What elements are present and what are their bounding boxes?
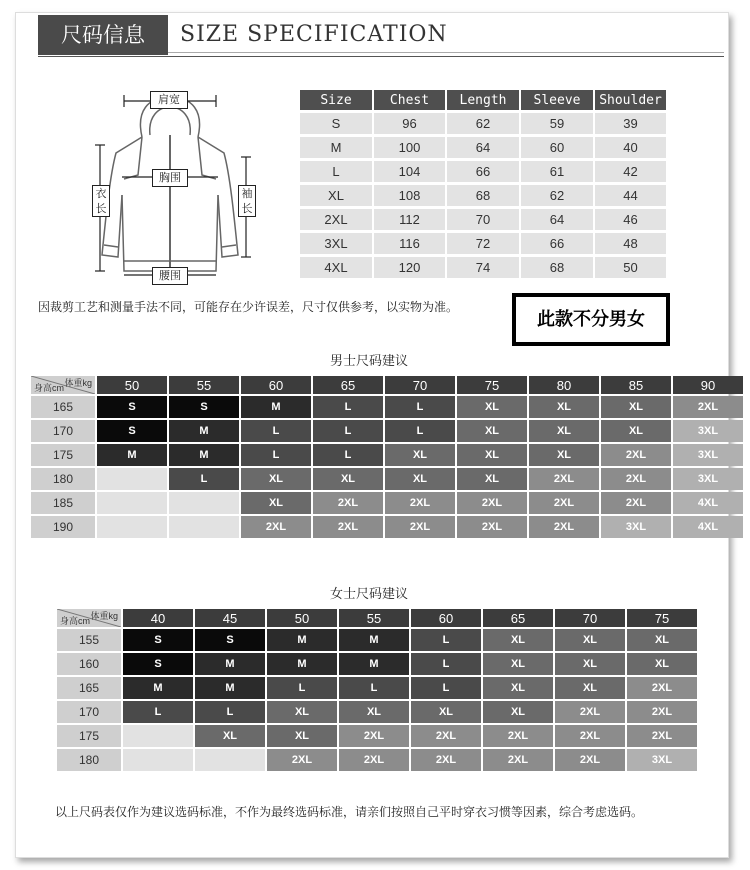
size-cell: 3XL <box>601 516 671 538</box>
spec-cell: 70 <box>447 209 519 230</box>
spec-cell: S <box>300 113 372 134</box>
spec-cell: 68 <box>447 185 519 206</box>
spec-header-chest: Chest <box>374 90 445 110</box>
spec-cell: L <box>300 161 372 182</box>
grid-weight-row <box>57 609 697 627</box>
size-cell: S <box>97 396 167 418</box>
spec-header-shoulder: Shoulder <box>595 90 666 110</box>
size-cell: 2XL <box>627 725 697 747</box>
size-cell: XL <box>339 701 409 723</box>
spec-cell: 64 <box>521 209 593 230</box>
weight-header: 65 <box>483 609 553 627</box>
size-cell: XL <box>385 468 455 490</box>
spec-cell: 72 <box>447 233 519 254</box>
size-cell: XL <box>529 444 599 466</box>
spec-row <box>300 185 666 206</box>
size-cell: L <box>123 701 193 723</box>
size-cell: S <box>195 629 265 651</box>
grid-weight-row <box>31 376 743 394</box>
size-cell: 2XL <box>313 516 383 538</box>
size-cell: M <box>339 629 409 651</box>
spec-row <box>300 257 666 278</box>
size-cell: L <box>411 677 481 699</box>
weight-header: 60 <box>411 609 481 627</box>
size-cell: 3XL <box>627 749 697 771</box>
height-label: 175 <box>31 444 95 466</box>
size-cell: 2XL <box>601 468 671 490</box>
spec-header-row <box>300 90 666 110</box>
size-cell: XL <box>483 677 553 699</box>
height-label: 170 <box>31 420 95 442</box>
size-cell: XL <box>195 725 265 747</box>
size-cell: M <box>123 677 193 699</box>
size-cell <box>123 749 193 771</box>
size-cell: 2XL <box>555 725 625 747</box>
size-cell <box>195 749 265 771</box>
grid-row <box>31 468 743 490</box>
size-cell: L <box>385 420 455 442</box>
unisex-badge: 此款不分男女 <box>512 293 670 346</box>
spec-cell: 68 <box>521 257 593 278</box>
spec-row <box>300 113 666 134</box>
spec-row <box>300 209 666 230</box>
label-shoulder: 肩宽 <box>150 91 188 109</box>
spec-cell: 48 <box>595 233 666 254</box>
size-cell: XL <box>483 701 553 723</box>
size-cell: 4XL <box>673 516 743 538</box>
weight-header: 55 <box>169 376 239 394</box>
corner-weight-label: 体重kg <box>64 378 92 388</box>
size-cell: XL <box>601 396 671 418</box>
spec-cell: 50 <box>595 257 666 278</box>
size-cell: 2XL <box>411 749 481 771</box>
spec-cell: 62 <box>447 113 519 134</box>
size-cell: 2XL <box>313 492 383 514</box>
size-cell: L <box>267 677 337 699</box>
size-cell: XL <box>385 444 455 466</box>
size-cell: L <box>313 420 383 442</box>
size-cell: 2XL <box>555 701 625 723</box>
spec-row <box>300 233 666 254</box>
size-cell: 2XL <box>627 677 697 699</box>
weight-header: 70 <box>385 376 455 394</box>
spec-cell: XL <box>300 185 372 206</box>
spec-row <box>300 137 666 158</box>
size-cell: XL <box>601 420 671 442</box>
size-cell: 2XL <box>529 492 599 514</box>
size-cell: L <box>313 396 383 418</box>
corner-height-label: 身高cm <box>60 616 90 626</box>
height-label: 185 <box>31 492 95 514</box>
grid-row <box>57 629 697 651</box>
jacket-diagram <box>70 85 270 289</box>
size-cell <box>123 725 193 747</box>
size-cell: M <box>267 653 337 675</box>
spec-cell: 59 <box>521 113 593 134</box>
weight-header: 75 <box>627 609 697 627</box>
size-cell: XL <box>267 701 337 723</box>
size-cell: M <box>267 629 337 651</box>
header-divider <box>38 56 724 57</box>
size-cell: M <box>339 653 409 675</box>
height-label: 165 <box>57 677 121 699</box>
height-label: 190 <box>31 516 95 538</box>
weight-header: 75 <box>457 376 527 394</box>
size-cell: L <box>339 677 409 699</box>
weight-header: 55 <box>339 609 409 627</box>
size-cell: 2XL <box>673 396 743 418</box>
grid-row <box>31 492 743 514</box>
size-cell: XL <box>483 629 553 651</box>
size-cell: 3XL <box>673 420 743 442</box>
spec-cell: 62 <box>521 185 593 206</box>
size-cell: XL <box>555 629 625 651</box>
spec-header-size: Size <box>300 90 372 110</box>
grid-row <box>57 701 697 723</box>
weight-header: 65 <box>313 376 383 394</box>
weight-header: 80 <box>529 376 599 394</box>
weight-header: 60 <box>241 376 311 394</box>
size-cell: M <box>195 653 265 675</box>
size-cell: S <box>123 629 193 651</box>
spec-row <box>300 161 666 182</box>
label-chest: 胸围 <box>152 169 188 187</box>
size-cell: 2XL <box>385 516 455 538</box>
spec-cell: 39 <box>595 113 666 134</box>
corner-weight-label: 体重kg <box>90 611 118 621</box>
size-cell: L <box>195 701 265 723</box>
section-tab: 尺码信息 <box>38 15 168 55</box>
weight-header: 50 <box>97 376 167 394</box>
spec-cell: 61 <box>521 161 593 182</box>
height-label: 180 <box>31 468 95 490</box>
corner-height-label: 身高cm <box>34 383 64 393</box>
grid-row <box>31 516 743 538</box>
spec-cell: 4XL <box>300 257 372 278</box>
size-cell: M <box>241 396 311 418</box>
size-cell: L <box>169 468 239 490</box>
size-cell: XL <box>411 701 481 723</box>
size-cell: 2XL <box>339 725 409 747</box>
grid-row <box>57 725 697 747</box>
size-cell: 2XL <box>529 468 599 490</box>
size-cell: XL <box>241 492 311 514</box>
spec-cell: 120 <box>374 257 445 278</box>
size-cell: XL <box>457 444 527 466</box>
grid-row <box>31 444 743 466</box>
spec-cell: 96 <box>374 113 445 134</box>
size-cell: 2XL <box>457 492 527 514</box>
spec-cell: 42 <box>595 161 666 182</box>
spec-cell: 116 <box>374 233 445 254</box>
size-cell: XL <box>457 420 527 442</box>
size-cell: XL <box>457 396 527 418</box>
men-size-grid <box>29 374 745 540</box>
weight-header: 45 <box>195 609 265 627</box>
height-label: 165 <box>31 396 95 418</box>
size-cell: 3XL <box>673 444 743 466</box>
size-cell: S <box>123 653 193 675</box>
grid-row <box>57 677 697 699</box>
height-label: 175 <box>57 725 121 747</box>
size-cell <box>97 516 167 538</box>
weight-header: 40 <box>123 609 193 627</box>
grid-row <box>31 396 743 418</box>
label-sleeve: 袖长 <box>238 185 256 217</box>
spec-cell: 64 <box>447 137 519 158</box>
size-cell: 2XL <box>555 749 625 771</box>
grid-row <box>31 420 743 442</box>
size-cell: L <box>241 420 311 442</box>
size-cell: XL <box>555 653 625 675</box>
size-cell: 2XL <box>529 516 599 538</box>
size-cell: L <box>411 653 481 675</box>
spec-cell: 40 <box>595 137 666 158</box>
spec-cell: 100 <box>374 137 445 158</box>
spec-cell: 104 <box>374 161 445 182</box>
spec-cell: M <box>300 137 372 158</box>
spec-cell: 46 <box>595 209 666 230</box>
size-cell: XL <box>627 629 697 651</box>
weight-header: 90 <box>673 376 743 394</box>
size-cell: XL <box>483 653 553 675</box>
size-cell: 2XL <box>601 444 671 466</box>
spec-cell: 3XL <box>300 233 372 254</box>
size-cell: XL <box>267 725 337 747</box>
spec-cell: 66 <box>447 161 519 182</box>
size-cell: XL <box>529 396 599 418</box>
grid-corner <box>31 376 95 394</box>
size-cell <box>169 492 239 514</box>
spec-cell: 60 <box>521 137 593 158</box>
size-cell: 2XL <box>385 492 455 514</box>
size-cell: XL <box>313 468 383 490</box>
size-cell: XL <box>555 677 625 699</box>
weight-header: 85 <box>601 376 671 394</box>
size-cell: 3XL <box>673 468 743 490</box>
size-cell <box>97 492 167 514</box>
spec-header-length: Length <box>447 90 519 110</box>
size-cell: L <box>385 396 455 418</box>
size-cell: S <box>169 396 239 418</box>
size-cell: XL <box>627 653 697 675</box>
spec-cell: 74 <box>447 257 519 278</box>
size-cell: 2XL <box>267 749 337 771</box>
label-waist: 腰围 <box>152 267 188 285</box>
men-section-title: 男士尺码建议 <box>330 354 409 369</box>
bottom-note: 以上尺码表仅作为建议选码标准，不作为最终选码标准，请亲们按照自己平时穿衣习惯等因素，综合考虑选码。 <box>55 805 644 819</box>
spec-header-sleeve: Sleeve <box>521 90 593 110</box>
size-cell: 2XL <box>411 725 481 747</box>
women-size-grid <box>55 607 699 773</box>
height-label: 180 <box>57 749 121 771</box>
page-title: SIZE SPECIFICATION <box>180 22 448 47</box>
weight-header: 70 <box>555 609 625 627</box>
spec-cell: 108 <box>374 185 445 206</box>
size-cell: M <box>169 444 239 466</box>
size-cell: L <box>241 444 311 466</box>
height-label: 170 <box>57 701 121 723</box>
size-cell: XL <box>529 420 599 442</box>
size-cell: 4XL <box>673 492 743 514</box>
women-section-title: 女士尺码建议 <box>330 587 409 602</box>
grid-row <box>57 653 697 675</box>
size-cell <box>97 468 167 490</box>
size-cell: 2XL <box>457 516 527 538</box>
size-cell: L <box>411 629 481 651</box>
height-label: 155 <box>57 629 121 651</box>
size-spec-table <box>298 87 668 281</box>
spec-cell: 44 <box>595 185 666 206</box>
grid-row <box>57 749 697 771</box>
header-divider-thin <box>168 52 724 53</box>
size-cell: M <box>169 420 239 442</box>
grid-corner <box>57 609 121 627</box>
weight-header: 50 <box>267 609 337 627</box>
size-cell: 2XL <box>339 749 409 771</box>
height-label: 160 <box>57 653 121 675</box>
size-cell: 2XL <box>601 492 671 514</box>
measurement-note: 因裁剪工艺和测量手法不同，可能存在少许误差，尺寸仅供参考，以实物为准。 <box>38 300 459 314</box>
size-cell: 2XL <box>483 749 553 771</box>
size-cell: XL <box>457 468 527 490</box>
size-cell: S <box>97 420 167 442</box>
spec-cell: 112 <box>374 209 445 230</box>
spec-cell: 66 <box>521 233 593 254</box>
size-cell: XL <box>241 468 311 490</box>
size-cell: 2XL <box>483 725 553 747</box>
label-length: 衣长 <box>92 185 110 217</box>
size-cell <box>169 516 239 538</box>
size-cell: L <box>313 444 383 466</box>
size-cell: 2XL <box>241 516 311 538</box>
size-cell: M <box>97 444 167 466</box>
spec-cell: 2XL <box>300 209 372 230</box>
size-cell: 2XL <box>627 701 697 723</box>
size-cell: M <box>195 677 265 699</box>
